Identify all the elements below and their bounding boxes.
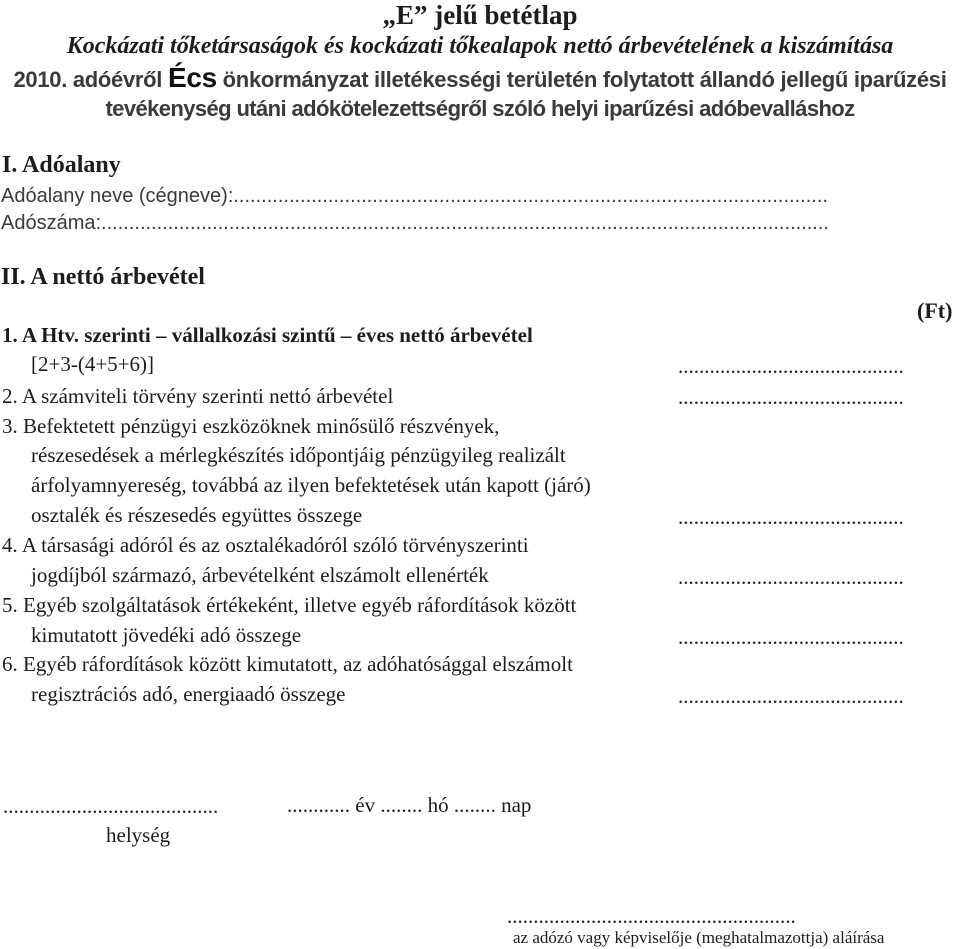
taxpayer-name-field[interactable]: Adóalany neve (cégneve):........................................................................................................... xyxy=(1,185,828,207)
section-2-title: II. A nettó árbevétel xyxy=(1,264,205,290)
item-5-label-line-1: 5. Egyéb szolgáltatások értékeként, illetve egyéb ráfordítások között xyxy=(2,593,577,617)
signature-field[interactable]: ....................................................... xyxy=(507,904,796,928)
header-line-3 xyxy=(0,64,960,94)
item-4-value-field[interactable]: ........................................... xyxy=(678,565,904,589)
item-6-label-line-1: 6. Egyéb ráfordítások között kimutatott, az adóhatósággal elszámolt xyxy=(2,652,573,676)
tax-number-field[interactable]: Adószáma:................................................................................................................................... xyxy=(1,212,829,234)
item-3-label-line-1: 3. Befektetett pénzügyi eszközöknek minősülő részvények, xyxy=(2,414,500,438)
item-3-label-line-3: árfolyamnyereség, továbbá az ilyen befektetések után kapott (járó) xyxy=(31,473,591,497)
item-5-value-field[interactable]: ........................................... xyxy=(678,625,904,649)
item-4-label-line-1: 4. A társasági adóról és az osztalékadóról szóló törvényszerinti xyxy=(2,533,529,557)
place-field[interactable]: ......................................... xyxy=(3,794,219,818)
item-5-label-line-2: kimutatott jövedéki adó összege xyxy=(31,623,302,647)
item-1-formula: [2+3-(4+5+6)] xyxy=(31,352,154,376)
signature-label: az adózó vagy képviselője (meghatalmazottja) aláírása xyxy=(513,928,885,947)
item-1-value-field[interactable]: ........................................... xyxy=(678,354,904,378)
page-title: „E” jelű betétlap xyxy=(382,0,578,30)
header-city: Écs xyxy=(167,62,217,93)
header-line-3-rest: önkormányzat illetékességi területén folytatott állandó jellegű iparűzési xyxy=(222,67,947,92)
item-2-label: 2. A számviteli törvény szerinti nettó árbevétel xyxy=(2,384,394,408)
item-3-label-line-4: osztalék és részesedés együttes összege xyxy=(31,503,363,527)
item-2-value-field[interactable]: ........................................... xyxy=(678,385,904,409)
unit-label: (Ft) xyxy=(917,298,953,323)
item-3-value-field[interactable]: ........................................... xyxy=(678,505,904,529)
item-1-label: 1. A Htv. szerinti – vállalkozási szintű – éves nettó árbevétel xyxy=(2,323,533,347)
item-6-value-field[interactable]: ........................................... xyxy=(678,684,904,708)
item-6-label-line-2: regisztrációs adó, energiaadó összege xyxy=(31,682,346,706)
place-label: helység xyxy=(106,823,171,847)
date-field[interactable]: ............ év ........ hó ........ nap xyxy=(287,793,532,817)
item-4-label-line-2: jogdíjból származó, árbevételként elszámolt ellenérték xyxy=(31,563,489,587)
section-1-title: I. Adóalany xyxy=(2,152,121,178)
header-line-4: tevékenység utáni adókötelezettségről szóló helyi iparűzési adóbevalláshoz xyxy=(105,96,855,121)
item-3-label-line-2: részesedések a mérlegkészítés időpontjáig pénzügyileg realizált xyxy=(31,443,566,467)
header-year: 2010. adóévről xyxy=(13,67,163,92)
page-subtitle: Kockázati tőketársaságok és kockázati tőkealapok nettó árbevételének a kiszámítása xyxy=(66,33,894,59)
